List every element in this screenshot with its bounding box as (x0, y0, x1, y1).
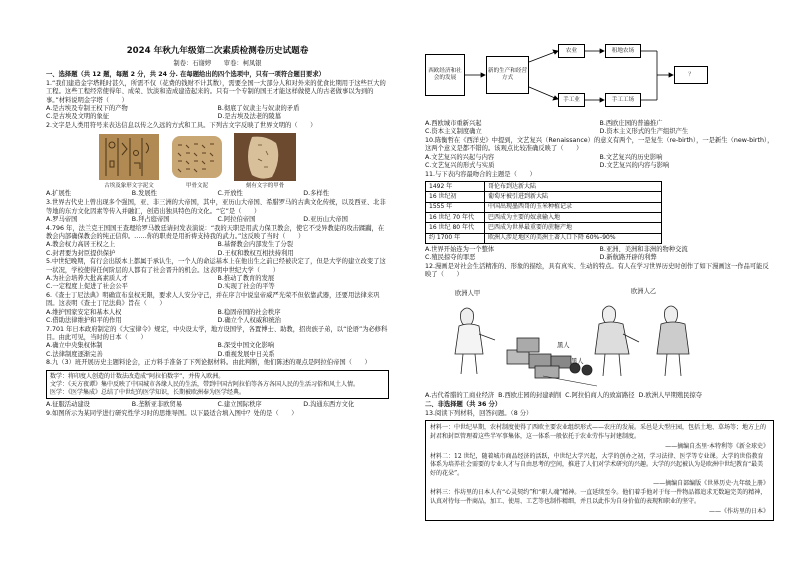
table-row (426, 233, 662, 243)
option-a: A.确立中央集权体制 (46, 342, 103, 350)
option-a: A.文艺复兴的兴起与内容 (425, 153, 495, 161)
option-a: A.西欧城市重新兴起 (425, 120, 482, 127)
option-b: B.文艺复兴的历史影响 (599, 153, 663, 161)
flow-box: 农业 (558, 44, 585, 58)
option-b: B.推动了教育的发展 (217, 274, 275, 282)
table-cell: 欧洲人涉足地区的美洲土著人口下降 60%–90% (485, 233, 662, 243)
option-d: D.实现了社会的平等 (217, 283, 275, 291)
exam-title: 2024 年秋九年级第二次素质检测卷历史试题卷 (126, 46, 309, 56)
image-caption: 刻有文字的甲骨 (245, 183, 285, 190)
option-b: B.亚洲、美洲和非洲的物种交流 (599, 245, 688, 253)
section-essay-heading: 二、非选择题（共 36 分） (425, 400, 502, 408)
option-a: A.征服活动建设 (46, 401, 90, 409)
material-box (425, 420, 774, 521)
option-d: D.王权和教权互相扶持利用 (217, 249, 294, 257)
table-row (426, 223, 662, 233)
option-c: C.开放性 (217, 190, 243, 198)
option-d: D.沟通东西方文化 (303, 401, 355, 409)
option-b: B.西欧庄园的封建剥削 (498, 391, 562, 399)
option-d: D.欧洲人早期殖民掠夺 (638, 391, 703, 399)
table-cell: 16 世纪初 (426, 192, 485, 202)
flow-box: 租地农场 (605, 44, 641, 58)
oracle-bone-image (234, 133, 296, 181)
option-c: C.建立国际秩序 (217, 401, 262, 409)
question-8 (46, 359, 389, 409)
option-d: D.多样性 (303, 190, 329, 198)
option-b: B.西欧庄园的普遍推广 (599, 120, 663, 127)
cartoon-label: 欧洲人甲 (455, 289, 481, 297)
question-stem: 12.漫画是对社会生活精准的、形象的描绘，具有真实、生动的特点。有人在学习世界历史时创作了如下漫画这一作品可能反映了（ ） (425, 262, 769, 279)
table-row (426, 202, 662, 212)
table-row (426, 192, 662, 202)
table-cell: 1555 年 (426, 202, 485, 212)
option-d: D.资本主义形式的生产组织产生 (599, 128, 689, 136)
option-a: A.古代希腊的工商业经济 (425, 391, 495, 399)
option-c: C.阿拉伯帝国 (217, 215, 256, 223)
cuneiform-tablet-image (166, 133, 228, 181)
question-2 (46, 122, 389, 199)
option-d: D.重视发展中日关系 (217, 350, 275, 358)
option-d: D.确立个人权威和统治 (217, 316, 282, 324)
material-1: 材料一：中世纪早期，农村制度使得了西欧主要农业组织形式——农庄的发展。采邑是大型庄园，包括土地、草场等；地方上的封君和封臣管理着这些半军事集体，这一体系一般依托于农业劳作与封建制度。 (430, 424, 767, 441)
ancient-script-images (98, 133, 389, 181)
option-b: B.彻底了奴隶主与奴隶的矛盾 (217, 104, 300, 112)
table-cell: 约 1700 年 (426, 233, 485, 243)
question-stem: 6.《查士丁尼法典》明确宣布皇权无限，要求人人安分守己，并在序言中说皇帝威严光荣不但依靠武器，还要用法律来巩固。这表明《查士丁尼法典》旨在（ ） (46, 292, 380, 308)
option-d: D.是古埃及法老的陵墓 (217, 113, 282, 121)
option-c: C.阿拉伯商人的致富路径 (565, 391, 635, 399)
option-a: A.扩展性 (46, 190, 72, 198)
option-a: A.教会权力高居王权之上 (46, 241, 116, 249)
option-a: A.维护国家安定和基本人权 (46, 308, 122, 316)
option-c: C.是古埃及文明的象征 (46, 113, 110, 121)
material-1-source: ——摘编自杰里·本特利等《新全球史》 (665, 442, 769, 450)
question-3 (46, 199, 389, 224)
option-b: B.基督教会内部发生了分裂 (217, 241, 294, 249)
question-10 (425, 137, 774, 170)
evidence-box: 数学：将印度人创造的计数法改造成“阿拉伯数字”，并传入欧洲。 文学：《天方夜谭》集中反映了中国城市各缘人民的生活，带到中国古阿拉伯等各方各国人民的生活习俗和风土人情。 医学：《医学集成》总结了中世纪的医学知识，长期被欧洲奉为医学经典。 (46, 370, 389, 400)
question-5 (46, 258, 389, 291)
material-3-source: ——《作坊里的日本》 (708, 507, 769, 515)
question-stem: 4.796 年，法兰克王国国王查理给罗马教廷请封发表演说：“我的天职是用武力保卫教会，使它不受异教徒的攻击蹂躏，在教会内部确保教会的纯正信仰。……你的职责是用祈祷支持我的武力。”这反映了当时（ ） (46, 224, 385, 240)
question-1 (46, 80, 389, 121)
timeline-table (425, 181, 662, 244)
table-cell: 16 世纪 70 年代 (426, 212, 485, 222)
exam-makers: 制卷：石谢婷 审卷：柯凤银 (173, 60, 262, 68)
option-d: D.文艺复兴的内容与影响 (599, 161, 670, 169)
table-cell: 中国出现墨西哥的玉米种植记录 (485, 202, 662, 212)
question-stem: 7.701 年日本政府制定的《大宝律令》规定，中央设太学，地方设国学，各置博士、助教，招贵族子弟，以“论语”为必修科目。由此可见，当时的日本（ ） (46, 325, 388, 342)
material-2: 材料二：12 世纪，随着城市商品经济的活跃，中世纪大学兴起，大学的创办之初，学习法律、医学等专业课。大学的世俗教育体系为培养社会需要的专业人才与自由思考的空间，推进了人们对学术研究的兴趣。大学的兴起被认为是欧洲中世纪教育“最美好的花朵”。 (430, 452, 764, 477)
table-cell: 葡萄牙被引进到新大陆 (485, 192, 662, 202)
cartoon-label: 黑人 (557, 341, 570, 349)
option-b: B.深受中国文化影响 (217, 342, 275, 350)
question-6 (46, 292, 389, 325)
question-9-options (425, 120, 774, 137)
question-stem: 3.世界古代史上曾出现多个强国，亚、非三洲的大帝国，其中，亚历山大帝国、希腊罗马的古典文化传统，以及西亚、北非等地的东方文化因素等传入并融汇，创造出独具特色的文化。“它”是（ ） (46, 199, 386, 215)
table-row (426, 212, 662, 222)
option-a: A.世界开始连为一个整体 (425, 245, 495, 253)
hieroglyph-image (98, 133, 160, 181)
flow-box: 新的生产和经营方式 (486, 56, 529, 94)
cartoon-label: 欧洲人乙 (631, 287, 657, 295)
table-cell: 哥伦布到达新大陆 (485, 182, 662, 192)
table-cell: 巴西成为世界最重要的蔗糖产地 (485, 223, 662, 233)
flow-box-unknown: ？ (674, 66, 708, 84)
option-c: C.借助法律维护和平的作用 (46, 316, 122, 324)
image-caption: 甲骨文泥 (185, 183, 208, 190)
flow-box: 西欧经济和社会的发展 (425, 54, 465, 96)
material-3: 材料三：作坊里的日本人有“心灵契约”和“职人魂”精神。一直延续至今。他们着手他对于每一件物品都追求无数遍完美的精神，认真对待每一件商品，加工、使用、工艺等也制作精细，并且以此作为自身价值的表现和职业的坚守。 (430, 489, 767, 505)
question-stem: 5.中世纪晚期，有行会出版本上都属于承认生，一个人的命运基本上在他出生之前已经被决定了，但是大学的建立改变了这一状况，学校使得任何阶层的人都有了社会晋升的机会。这表明中世纪大学（ ） (46, 258, 386, 274)
image-caption: 古埃及象形文字泥文 (104, 183, 154, 190)
question-stem: 1.“我们建造金字塔耗时甚久，所需不仅（花费的钱财不计其数），需要全国一大部分人和对外来的优食比期用于这些巨大的工程。这些工程经常使得年、成荣、饮淡和造成建造起来的。只有一个专制的国王才能这样做使人的古老做事以为到的事。”材料说明金字塔（ ） (46, 79, 386, 104)
mind-map-diagram (425, 42, 774, 120)
option-a: A.罗马帝国 (46, 215, 78, 223)
question-stem: 10.陈衡哲在《西洋史》中提到，文艺复兴（Renaissance）的意义有两个，一是复生（re-birth），一是新生（new-birth），这两个意义是都不错的。该观点比较准确反映了（ ） (425, 137, 774, 153)
option-a: A.为社会培养大批高素质人才 (46, 274, 128, 282)
option-c: C.资本主义制度确立 (425, 128, 482, 136)
question-11 (425, 171, 774, 263)
option-b: B.拜占庭帝国 (131, 215, 170, 223)
option-b: B.垄断亚非欧贸易 (131, 401, 183, 409)
option-b: B.稳固帝国的社会秩序 (217, 308, 281, 316)
option-c: C.封君要为封臣提供保护 (46, 249, 116, 257)
material-2-source: ——摘编自部编版《世界历史·九年级上册》 (653, 479, 769, 487)
option-d: D.新航路开辟的利弊 (599, 254, 657, 262)
table-cell: 1492 年 (426, 182, 485, 192)
option-b: B.发展性 (131, 190, 157, 198)
option-c: C.一定程度上促进了社会公平 (46, 283, 128, 291)
option-c: C.殖民掠夺的罪恶 (425, 254, 476, 262)
option-d: D.亚历山大帝国 (303, 215, 348, 223)
option-c: C.文艺复兴的形式与实质 (425, 161, 495, 169)
question-stem: 2.文字是人类用符号来表达信息以传之久远的方式和工具。下列古文字反映了世界文明的（ ） (46, 121, 317, 129)
cartoon-label: 黑人 (571, 357, 584, 365)
question-4 (46, 225, 389, 258)
flow-box: 手工业 (558, 93, 585, 107)
section-choice-heading: 一、选择题（共 12 题，每题 2 分，共 24 分. 在每题给出的四个选项中，只有一项符合题目要求） (46, 70, 325, 78)
option-a: A.是古埃及专制王权下的产物 (46, 104, 128, 112)
cartoon-image (425, 282, 774, 390)
question-9-stem: 9.如图所示为某同学进行研究性学习时的思维导图。以下最适合填入图中？处的是（ ） (46, 410, 298, 418)
right-column (397, 0, 794, 562)
question-13 (425, 410, 774, 521)
question-stem: 13.阅读下列材料，回答问题。（8 分） (425, 410, 533, 418)
question-stem: 8.九（3）班开展历史主题料论会，正方料手准备了下列论据材料。由此判断，他们陈述的观点是阿拉伯帝国（ ） (46, 359, 371, 367)
question-12 (425, 263, 774, 400)
table-cell: 16 世纪 80 年代 (426, 223, 485, 233)
table-cell: 巴西成为主要的奴隶输入地 (485, 212, 662, 222)
question-stem: 11.与下表内容最吻合的主题是（ ） (425, 170, 536, 178)
table-row (426, 182, 662, 192)
flow-box: 手工工场 (605, 93, 641, 107)
option-c: C.法律制度逐渐完善 (46, 350, 103, 358)
question-7 (46, 326, 389, 359)
